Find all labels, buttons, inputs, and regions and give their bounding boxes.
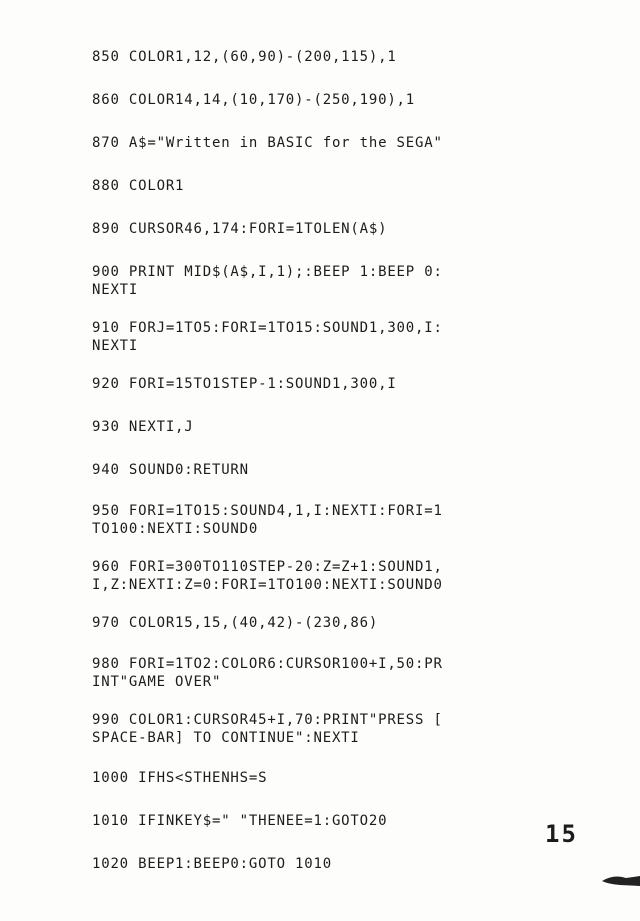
code-line-1010: 1010 IFINKEY$=" "THENEE=1:GOTO20: [92, 813, 388, 829]
page-number: 15: [545, 820, 578, 848]
code-line-930: 930 NEXTI,J: [92, 419, 194, 435]
page-edge-smudge: [600, 872, 640, 886]
code-line-850: 850 COLOR1,12,(60,90)-(200,115),1: [92, 49, 397, 65]
code-line-950: 950 FORI=1TO15:SOUND4,1,I:NEXTI:FORI=1 TO100:NEXTI:SOUND0: [92, 503, 443, 537]
code-line-910: 910 FORJ=1TO5:FORI=1TO15:SOUND1,300,I: NEXTI: [92, 320, 443, 354]
code-line-970: 970 COLOR15,15,(40,42)-(230,86): [92, 615, 379, 631]
code-line-870: 870 A$="Written in BASIC for the SEGA": [92, 135, 443, 151]
code-line-990: 990 COLOR1:CURSOR45+I,70:PRINT"PRESS [ SPACE-BAR] TO CONTINUE":NEXTI: [92, 712, 443, 746]
code-line-980: 980 FORI=1TO2:COLOR6:CURSOR100+I,50:PR INT"GAME OVER": [92, 656, 443, 690]
code-line-880: 880 COLOR1: [92, 178, 185, 194]
code-line-900: 900 PRINT MID$(A$,I,1);:BEEP 1:BEEP 0: NEXTI: [92, 264, 443, 298]
code-line-940: 940 SOUND0:RETURN: [92, 462, 249, 478]
basic-listing: [92, 48, 552, 873]
code-line-1000: 1000 IFHS<STHENHS=S: [92, 770, 268, 786]
code-line-890: 890 CURSOR46,174:FORI=1TOLEN(A$): [92, 221, 388, 237]
code-line-860: 860 COLOR14,14,(10,170)-(250,190),1: [92, 92, 416, 108]
code-line-960: 960 FORI=300TO110STEP-20:Z=Z+1:SOUND1, I,Z:NEXTI:Z=0:FORI=1TO100:NEXTI:SOUND0: [92, 559, 443, 593]
code-line-920: 920 FORI=15TO1STEP-1:SOUND1,300,I: [92, 376, 397, 392]
code-line-1020: 1020 BEEP1:BEEP0:GOTO 1010: [92, 856, 332, 872]
